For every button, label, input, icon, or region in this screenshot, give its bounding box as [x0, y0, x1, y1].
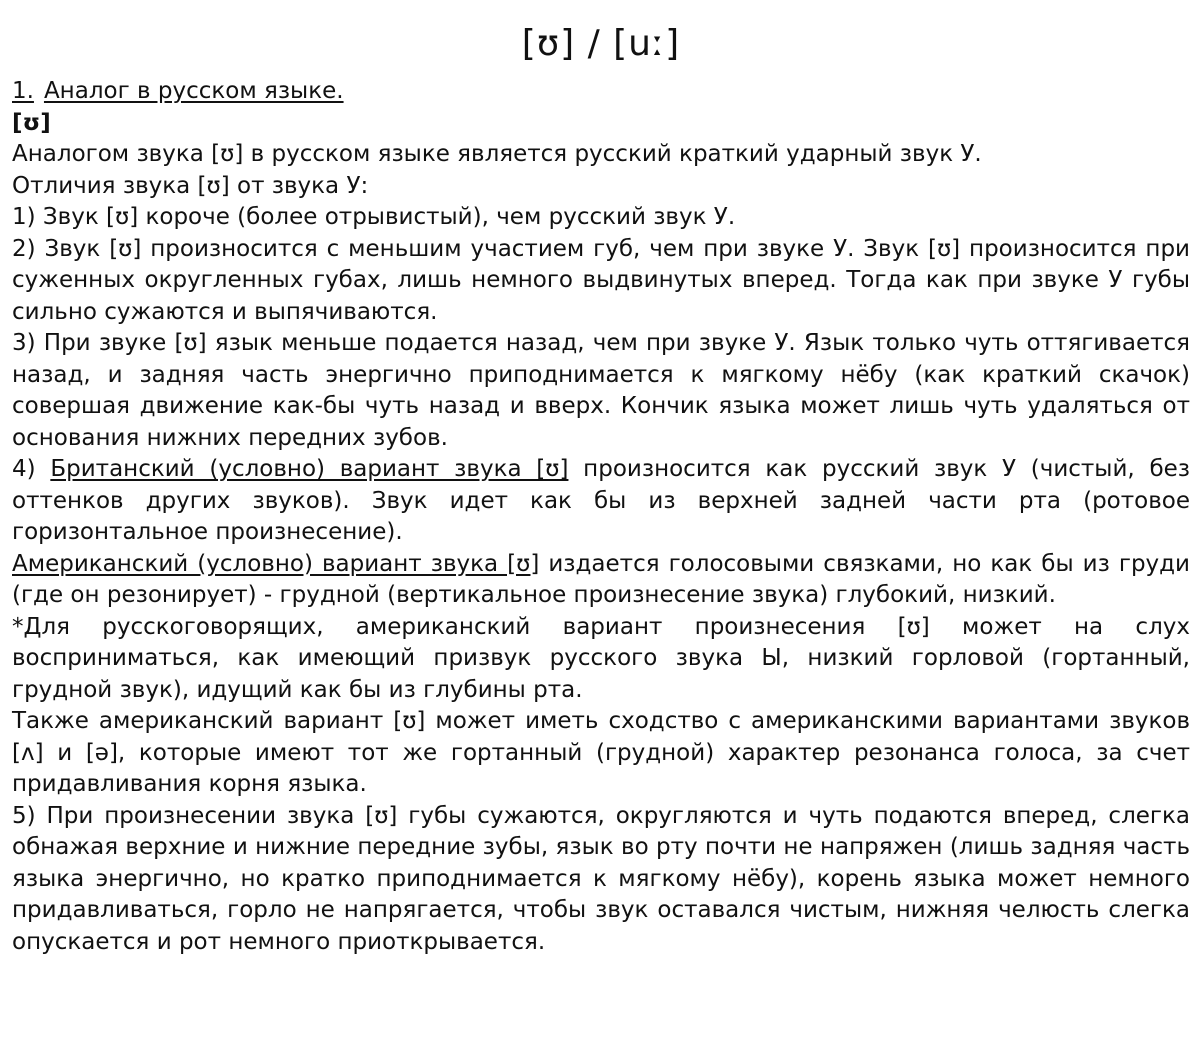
- sound-subheading: [ʊ]: [12, 109, 51, 136]
- document-page: [12, 18, 1190, 958]
- page-title: [ʊ] / [uː]: [521, 23, 681, 64]
- also-paragraph: Также американский вариант [ʊ] может иметь сходство с американскими вариантами звуков [ʌ] и [ə], которые имеют тот же гортанный (грудной) характер резонанса голоса, за счет придавливания корня языка.: [12, 708, 1190, 797]
- intro-line-1: Аналогом звука [ʊ] в русском языке является русский краткий ударный звук У.: [12, 141, 982, 167]
- american-variant-text: издается голосовыми связками, но как бы из груди (где он резонирует) - грудной (вертикальное произнесение звука) глубокий, низкий.: [12, 550, 1191, 608]
- point-2: 2) Звук [ʊ] произносится с меньшим участием губ, чем при звуке У. Звук [ʊ] произносится при суженных округленных губах, лишь немного выдвинутых вперед. Тогда как при звуке У губы сильно сужаются и выпячиваются.: [12, 235, 1190, 325]
- point-4: [12, 454, 1190, 549]
- point-3: 3) При звуке [ʊ] язык меньше подается назад, чем при звуке У. Язык только чуть оттягивается назад, и задняя часть энергично приподнимается к мягкому нёбу (как краткий скачок) совершая движение как-бы чуть назад и вверх. Кончик языка может лишь чуть удаляться от основания нижних передних зубов.: [12, 330, 1190, 451]
- point-4-text: произносится как русский звук У (чистый, без оттенков других звуков). Звук идет как бы из верхней задней части рта (ротовое горизонтальное произнесение).: [12, 456, 1191, 545]
- point-1: 1) Звук [ʊ] короче (более отрывистый), чем русский звук У.: [12, 204, 736, 230]
- intro-line-2: Отличия звука [ʊ] от звука У:: [12, 172, 369, 199]
- section-heading-text: Аналог в русском языке.: [43, 78, 344, 104]
- american-variant-label: Американский (условно) вариант звука [ʊ]: [12, 550, 540, 577]
- point-4-prefix: 4): [12, 456, 51, 482]
- american-variant: [12, 549, 1190, 612]
- section-number: 1.: [12, 78, 34, 104]
- note-paragraph: *Для русскоговорящих, американский вариант произнесения [ʊ] может на слух восприниматься, как имеющий призвук русского звука Ы, низкий горловой (гортанный, грудной звук), идущий как бы из глубины рта.: [12, 613, 1190, 703]
- point-5: 5) При произнесении звука [ʊ] губы сужаются, округляются и чуть подаются вперед, слегка обнажая верхние и нижние передние зубы, язык во рту почти не напряжен (лишь задняя часть языка энергично, но кратко приподнимается к мягкому нёбу), корень языка может немного придавливаться, горло не напрягается, чтобы звук оставался чистым, нижняя челюсть слегка опускается и рот немного приоткрывается.: [12, 802, 1190, 955]
- british-variant-label: Британский (условно) вариант звука [ʊ]: [50, 456, 569, 482]
- section-heading: [12, 76, 1190, 108]
